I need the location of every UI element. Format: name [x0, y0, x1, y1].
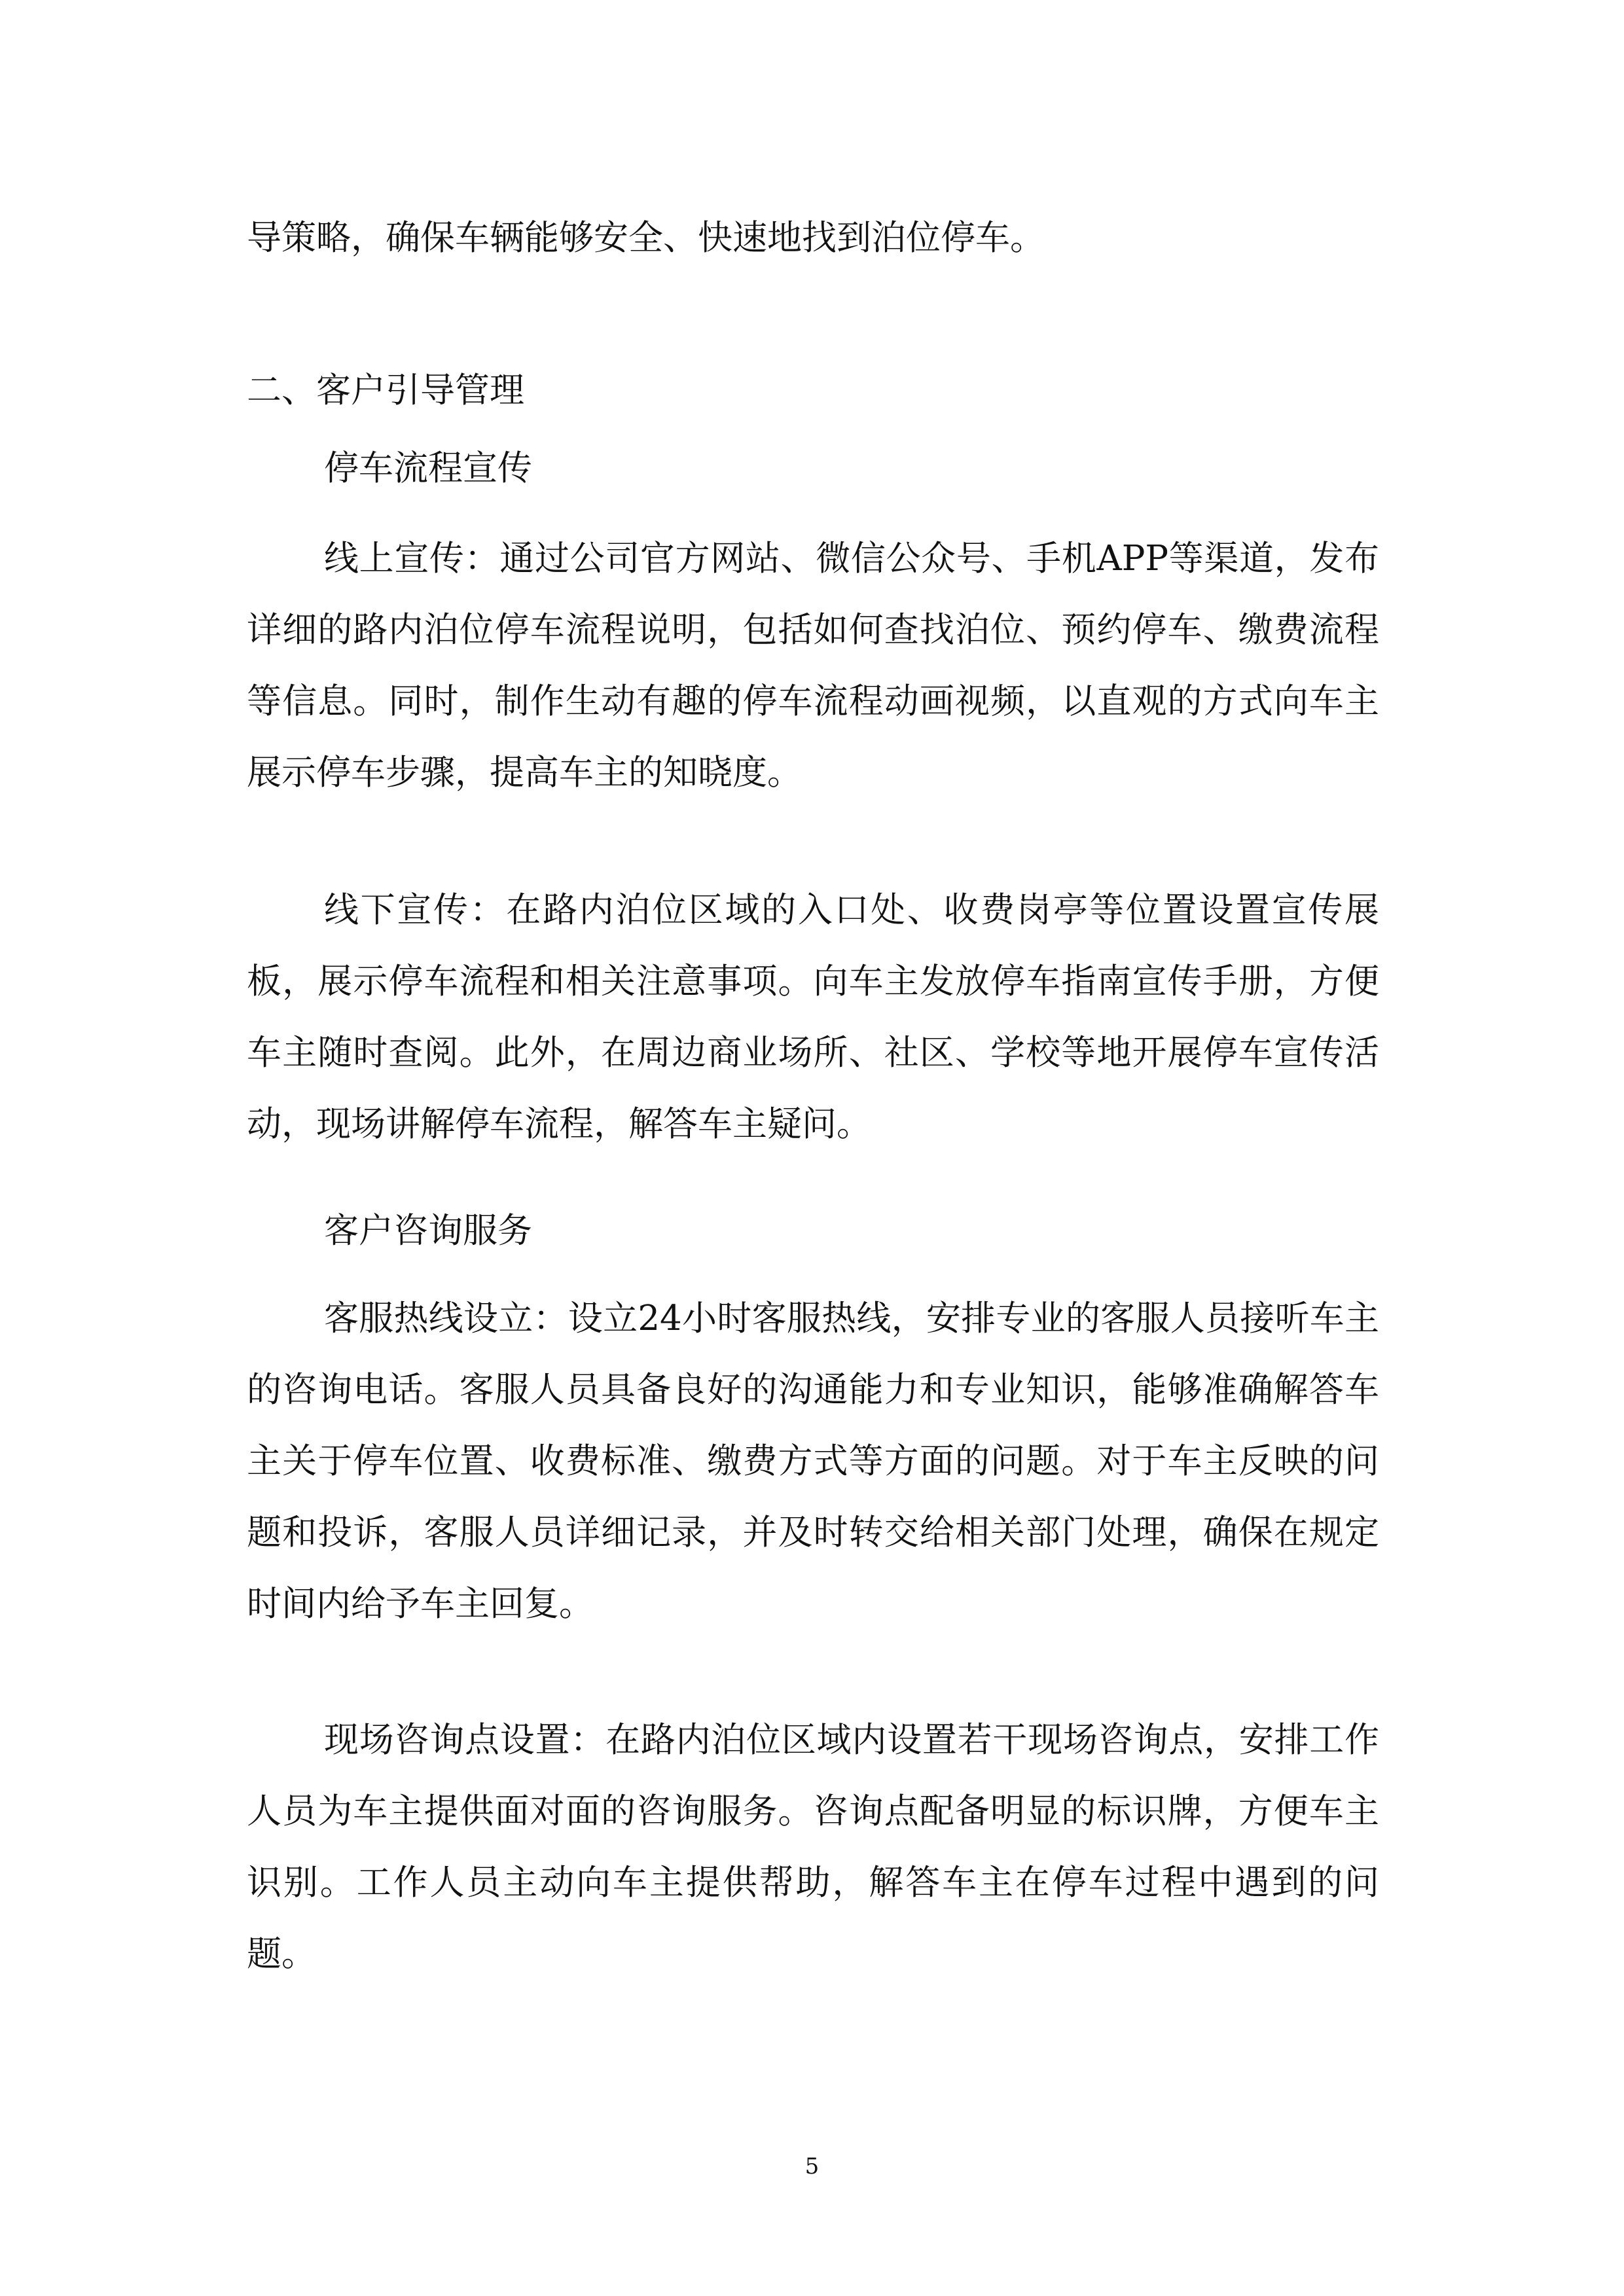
- section-heading: 二、客户引导管理: [247, 370, 524, 410]
- paragraph-hotline: 客服热线设立：设立24小时客服热线，安排专业的客服人员接听车主的咨询电话。客服人员具备良好的沟通能力和专业知识，能够准确解答车主关于停车位置、收费标准、缴费方式等方面的问题。对于车主反映的问题和投诉，客服人员详细记录，并及时转交给相关部门处理，确保在规定时间内给予车主回复。: [247, 1299, 1379, 1624]
- paragraph-online-promotion: 线上宣传：通过公司官方网站、微信公众号、手机APP等渠道，发布详细的路内泊位停车流程说明，包括如何查找泊位、预约停车、缴费流程等信息。同时，制作生动有趣的停车流程动画视频，以直观的方式向车主展示停车步骤，提高车主的知晓度。: [247, 539, 1379, 793]
- subsection-title-promotion: 停车流程宣传: [324, 448, 532, 488]
- continuation-paragraph: 导策略，确保车辆能够安全、快速地找到泊位停车。: [247, 218, 1045, 258]
- subsection-title-consultation: 客户咨询服务: [324, 1211, 532, 1251]
- paragraph-offline-promotion: 线下宣传：在路内泊位区域的入口处、收费岗亭等位置设置宣传展板，展示停车流程和相关注意事项。向车主发放停车指南宣传手册，方便车主随时查阅。此外，在周边商业场所、社区、学校等地开展停车宣传活动，现场讲解停车流程，解答车主疑问。: [247, 890, 1379, 1144]
- page-number: 5: [804, 2153, 820, 2179]
- paragraph-onsite-consultation: 现场咨询点设置：在路内泊位区域内设置若干现场咨询点，安排工作人员为车主提供面对面的咨询服务。咨询点配备明显的标识牌，方便车主识别。工作人员主动向车主提供帮助，解答车主在停车过程中遇到的问题。: [247, 1720, 1379, 1974]
